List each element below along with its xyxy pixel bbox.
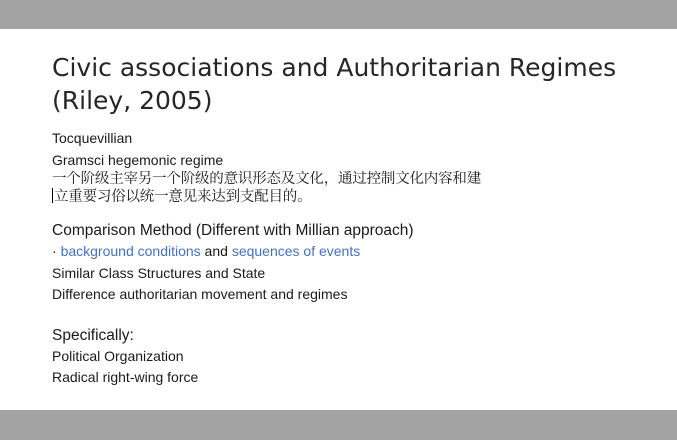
spacer <box>52 306 652 324</box>
item-similar: Similar Class Structures and State <box>52 264 266 281</box>
chinese-note-line-1: 一个阶级主宰另一个阶级的意识形态及文化，通过控制文化内容和建 <box>52 171 481 187</box>
bullet-and: and <box>200 243 232 259</box>
bullet-dot: · <box>52 243 61 259</box>
item-radical: Radical right-wing force <box>52 369 199 385</box>
comparison-heading: Comparison Method (Different with Millian approach) <box>52 222 414 239</box>
chinese-note[interactable] <box>52 171 572 205</box>
slide-title <box>52 51 652 117</box>
chinese-note-line-2-text: 立重要习俗以统一意见来达到支配目的。 <box>54 189 312 205</box>
spacer <box>52 205 652 219</box>
bullet-line <box>52 241 652 263</box>
title-line-1: Civic associations and Authoritarian Regimes <box>52 53 617 82</box>
item-tocquevillian: Tocquevillian <box>52 130 133 146</box>
item-difference: Difference authoritarian movement and regimes <box>52 286 348 302</box>
item-political: Political Organization <box>52 347 184 364</box>
link-background-conditions[interactable]: background conditions <box>60 243 201 259</box>
item-gramsci: Gramsci hegemonic regime <box>52 151 224 168</box>
specifically-heading: Specifically: <box>52 326 134 344</box>
text-cursor <box>52 188 53 203</box>
slide-body[interactable] <box>52 128 652 389</box>
chinese-note-line-2 <box>52 188 572 205</box>
link-sequences-of-events[interactable]: sequences of events <box>231 243 361 259</box>
slide <box>0 29 677 410</box>
title-line-2: (Riley, 2005) <box>52 86 213 115</box>
